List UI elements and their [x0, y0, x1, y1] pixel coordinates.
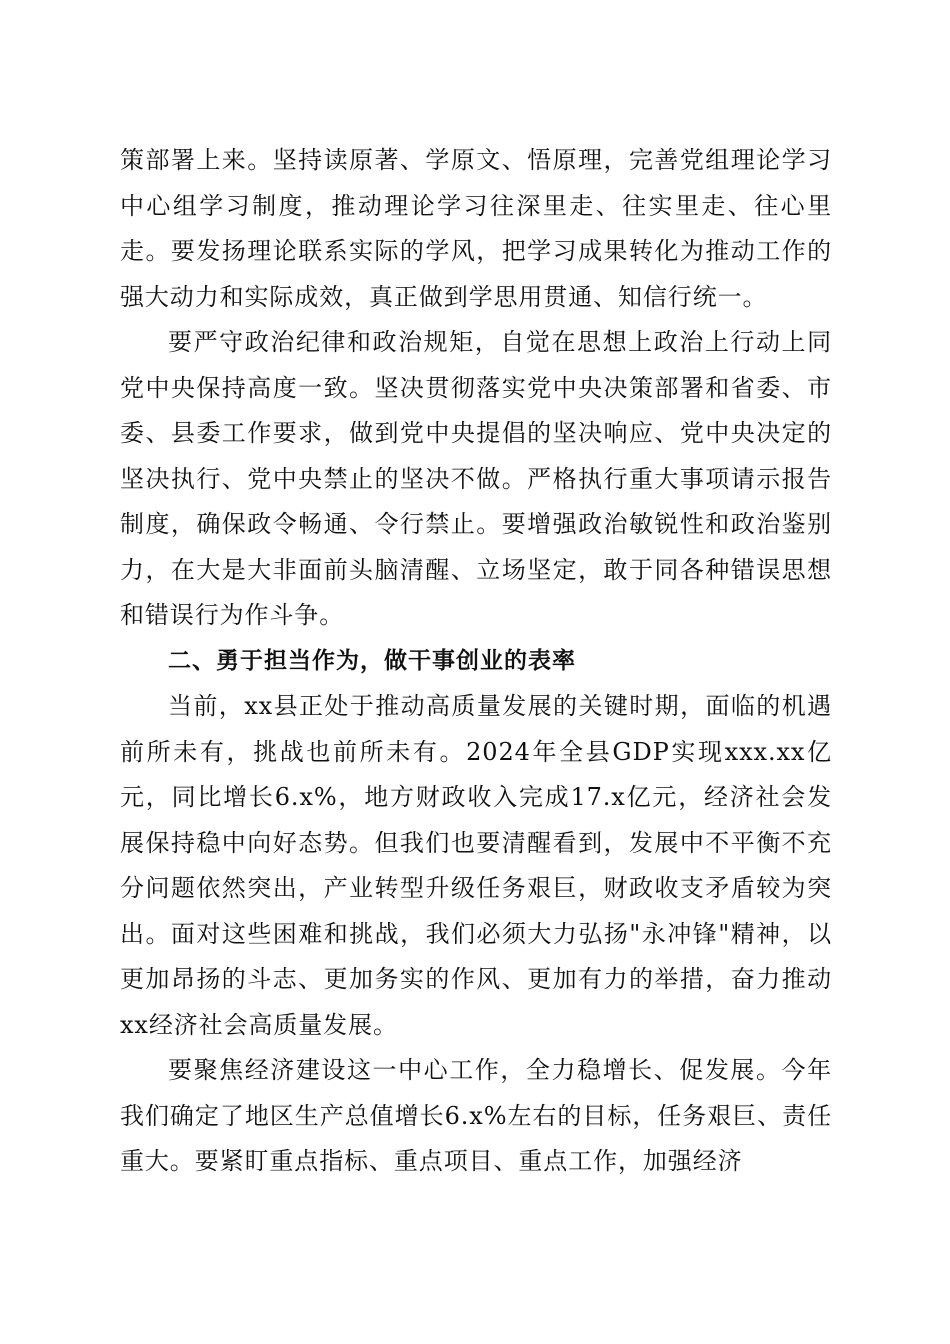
section-heading: 二、勇于担当作为，做干事创业的表率 [168, 647, 576, 674]
paragraph-continuation: 策部署上来。坚持读原著、学原文、悟原理，完善党组理论学习中心组学习制度，推动理论学习往深里走、往实里走、往心里走。要发扬理论联系实际的学风，把学习成果转化为推动工作的强大动力和实际成效，真正做到学思用贯通、知信行统一。 [120, 146, 832, 311]
paragraph-development: 当前，xx县正处于推动高质量发展的关键时期，面临的机遇前所未有，挑战也前所未有。2024年全县GDP实现xxx.xx亿元，同比增长6.x%，地方财政收入完成17.x亿元，经济社会发展保持稳中向好态势。但我们也要清醒看到，发展中不平衡不充分问题依然突出，产业转型升级任务艰巨，财政收支矛盾较为突出。面对这些困难和挑战，我们必须大力弘扬"永冲锋"精神，以更加昂扬的斗志、更加务实的作风、更加有力的举措，奋力推动xx经济社会高质量发展。 [120, 692, 832, 1039]
document-body [120, 138, 832, 1185]
paragraph-political-discipline: 要严守政治纪律和政治规矩，自觉在思想上政治上行动上同党中央保持高度一致。坚决贯彻落实党中央决策部署和省委、市委、县委工作要求，做到党中央提倡的坚决响应、党中央决定的坚决执行、党中央禁止的坚决不做。严格执行重大事项请示报告制度，确保政令畅通、令行禁止。要增强政治敏锐性和政治鉴别力，在大是大非面前头脑清醒、立场坚定，敢于同各种错误思想和错误行为作斗争。 [120, 328, 832, 629]
paragraph-economic-focus: 要聚焦经济建设这一中心工作，全力稳增长、促发展。今年我们确定了地区生产总值增长6.x%左右的目标，任务艰巨、责任重大。要紧盯重点指标、重点项目、重点工作，加强经济 [120, 1056, 832, 1175]
